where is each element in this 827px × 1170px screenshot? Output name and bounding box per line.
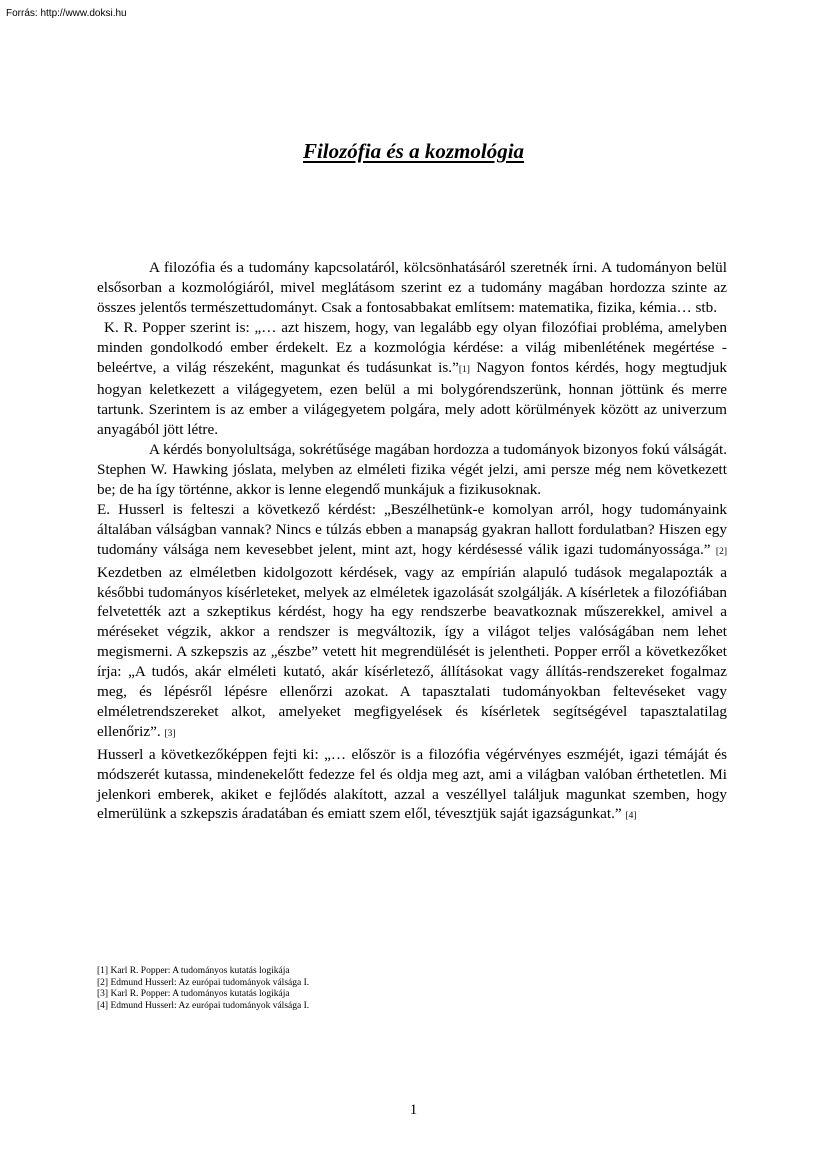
document-body [97, 258, 727, 827]
paragraph-popper [97, 318, 727, 440]
footnote-item: [2] Edmund Husserl: Az európai tudományok válsága I. [97, 977, 310, 988]
footnote-item: [3] Karl R. Popper: A tudományos kutatás logikája [97, 989, 290, 999]
paragraph-husserl-2 [97, 745, 727, 828]
paragraph-text: Nagyon fontos kérdés, hogy megtudjuk hogyan keletkezett a világegyetem, ezen belül a mi bolygórendszerünk, honnan jöttünk és merre tartunk. Szerintem is az ember a világegyetem polgára, mely adott körülmények között az univerzum anyagából jött létre. [97, 358, 727, 439]
page-title: Filozófia és a kozmológia [302, 139, 525, 163]
paragraph-text: K. R. Popper szerint is: „… azt hiszem, hogy, van legalább egy olyan filozófiai probléma, amelyben minden gondolkodó ember érdekelt. Ez a kozmológia kérdése: a világ mibenlétének megértése - beleértve, a világ részeként, magunkat és tudásunkat is.” [97, 318, 727, 376]
footnote-ref: [4] [625, 811, 637, 822]
page-number: 1 [409, 1102, 418, 1118]
footnote-item: [4] Edmund Husserl: Az európai tudományok válsága I. [97, 1000, 310, 1011]
paragraph-intro: A filozófia és a tudomány kapcsolatáról, kölcsönhatásáról szeretnék írni. A tudományon belül elsősorban a kozmológiáról, mivel meglátásom szerint ez a tudomány magában hordozza szinte az összes jelentős természettudományt. Csak a fontosabbakat említsem: matematika, fizika, kémia… stb. [97, 259, 727, 316]
footnote-ref: [3] [164, 728, 176, 739]
footnote-item: [1] Karl R. Popper: A tudományos kutatás logikája [97, 966, 290, 976]
source-url: Forrás: http://www.doksi.hu [6, 8, 127, 19]
footnote-ref: [2] [715, 546, 727, 557]
footnote-ref: [1] [458, 364, 470, 375]
paragraph-text: E. Husserl is felteszi a következő kérdést: „Beszélhetünk-e komolyan arról, hogy tudományaink általában válságban vannak? Nincs e túlzás ebben a manapság gyakran hallott fordulatban? Hiszen egy tudomány válsága nem kevesebbet jelent, mint azt, hogy kérdésessé válik igazi tudományossága.” [97, 500, 727, 558]
paragraph-text: Kezdetben az elméletben kidolgozott kérdések, vagy az empírián alapuló tudások megalapozták a későbbi tudományos kísérleteket, melyek az elméletek igazolását szolgálják. A kísérletek a filozófiában felvetették azt a szkeptikus kérdést, hogy ha egy rendszerbe beavatkoznak műszerekkel, amivel a méréseket végzik, akkor a rendszer is megváltozik, így a világot teljes valóságában nem lehet megismerni. A szkepszis az „észbe” vetett hit megrendülését is jelentheti. Popper erről a következőket írja: „A tudós, akár elméleti kutató, akár kísérletező, állításokat vagy állítás-rendszereket fogalmaz meg, és lépésről lépésre ellenőrzi azokat. A tapasztalati tudományokban feltevéseket vagy elméletrendszereket alkot, amelyeket megfigyelések és kísérletek segítségével tapasztalatilag ellenőriz”. [97, 563, 727, 740]
paragraph-hawking: A kérdés bonyolultsága, sokrétűsége magában hordozza a tudományok bizonyos fokú válságát. Stephen W. Hawking jóslata, melyben az elméleti fizika végét jelzi, ami persze még nem következett be; de ha így történne, akkor is lenne elegendő munkájuk a fizikusoknak. [97, 441, 727, 498]
paragraph-husserl [97, 500, 727, 745]
paragraph-text: Husserl a következőképpen fejti ki: „… először is a filozófia végérvényes eszméjét, igazi témáját és módszerét kutassa, mindenekelőtt fedezze fel és oldja meg azt, ami a világban valóban érthetetlen. Mi jelenkori emberek, akiket e fejlődés alakított, azzal a veszéllyel találjuk magunkat szemben, hogy elmerülünk a szkepszis áradatában és emiatt szem elől, tévesztjük saját igazságunkat.” [97, 745, 727, 823]
footnotes [97, 966, 309, 1012]
